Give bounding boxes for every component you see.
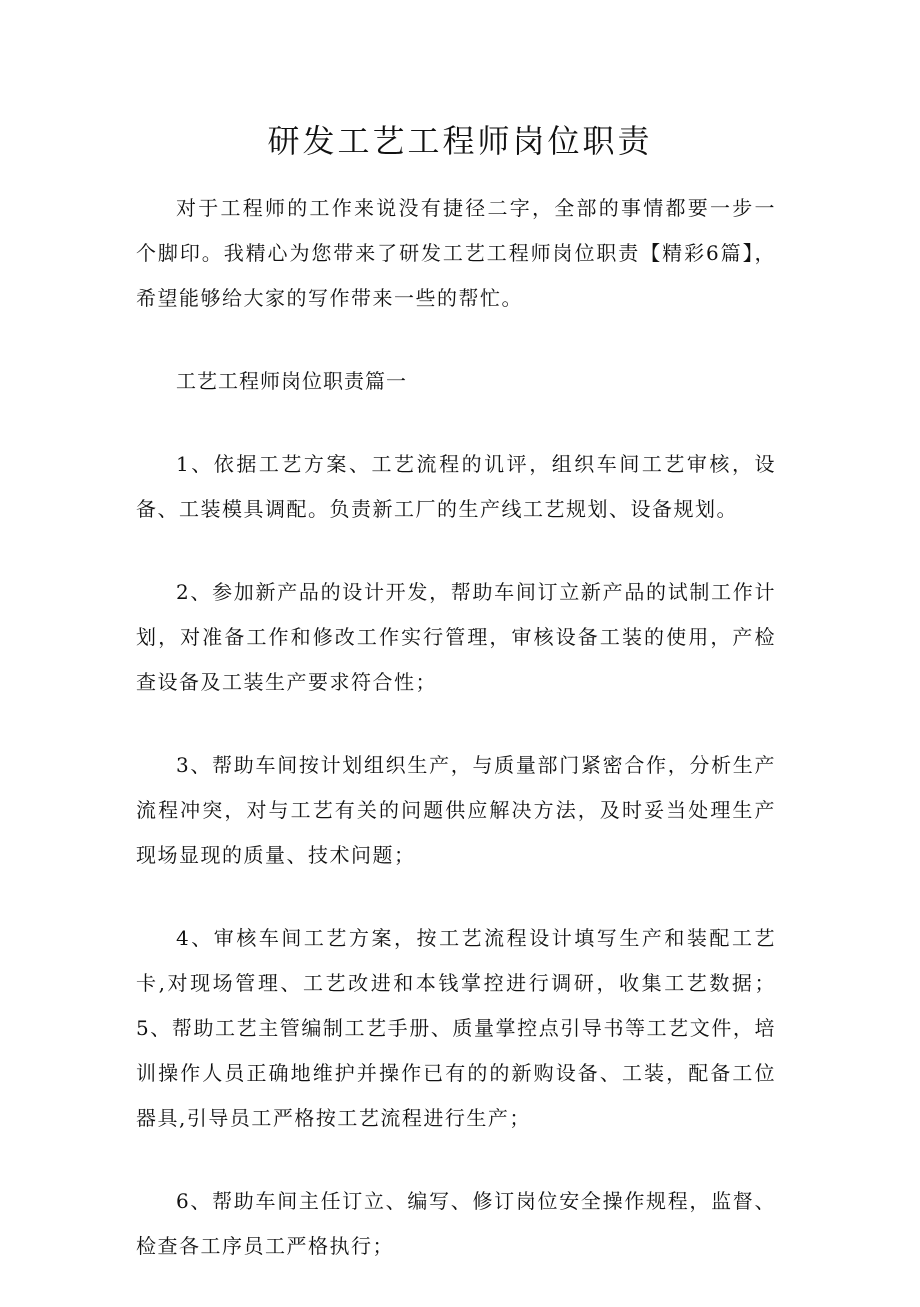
duty-item-1: 1、依据工艺方案、工艺流程的讥评，组织车间工艺审核，设备、工装模具调配。负责新工厂的生产线工艺规划、设备规划。 xyxy=(136,452,776,521)
section-heading: 工艺工程师岗位职责篇一 xyxy=(176,369,407,393)
document-title: 研发工艺工程师岗位职责 xyxy=(267,122,653,160)
duty-item-6: 6、帮助车间主任订立、编写、修订岗位安全操作规程，监督、检查各工序员工严格执行； xyxy=(136,1189,776,1258)
duty-item-2: 2、参加新产品的设计开发，帮助车间订立新产品的试制工作计划，对准备工作和修改工作实行管理，审核设备工装的使用，产检查设备及工装生产要求符合性； xyxy=(136,580,776,694)
document-body xyxy=(136,186,776,1307)
duty-item-4-5: 4、审核车间工艺方案，按工艺流程设计填写生产和装配工艺卡,对现场管理、工艺改进和本钱掌控进行调研，收集工艺数据；5、帮助工艺主管编制工艺手册、质量掌控点引导书等工艺文件，培训操作人员正确地维护并操作已有的的新购设备、工装，配备工位器具,引导员工严格按工艺流程进行生产； xyxy=(136,926,776,1130)
duty-item-3: 3、帮助车间按计划组织生产，与质量部门紧密合作，分析生产流程冲突，对与工艺有关的问题供应解决方法，及时妥当处理生产现场显现的质量、技术问题； xyxy=(136,753,776,867)
intro-paragraph: 对于工程师的工作来说没有捷径二字，全部的事情都要一步一个脚印。我精心为您带来了研发工艺工程师岗位职责【精彩6篇】，希望能够给大家的写作带来一些的帮忙。 xyxy=(136,196,776,310)
